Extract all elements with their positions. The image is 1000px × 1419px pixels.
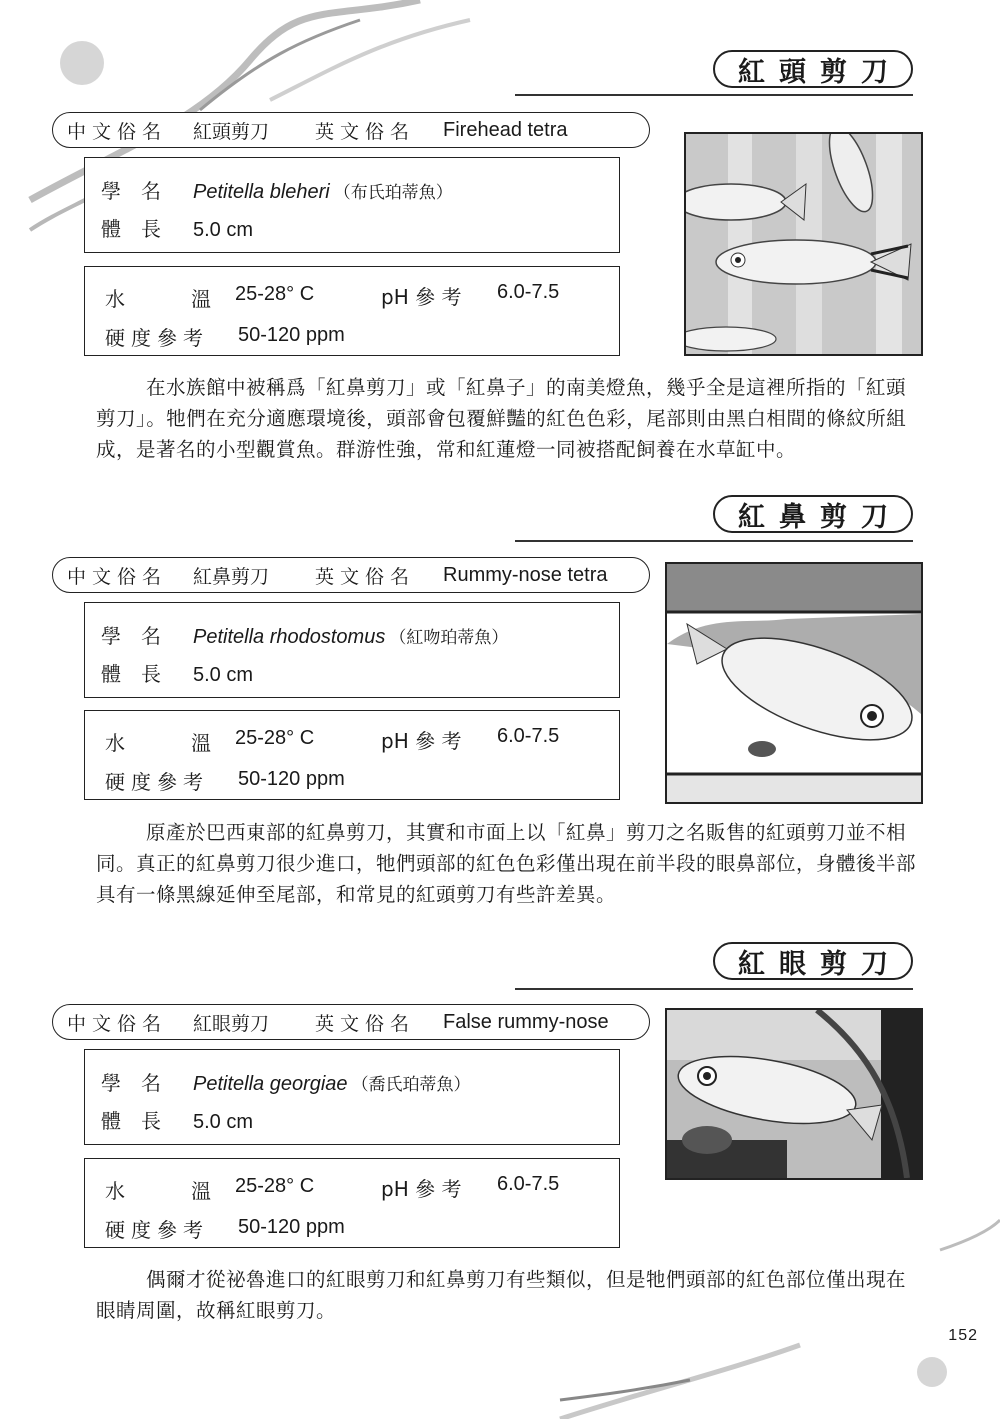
species-title: 紅鼻剪刀 (713, 495, 913, 533)
hardness-value: 50-120 ppm (238, 1216, 345, 1238)
species-description: 偶爾才從祕魯進口的紅眼剪刀和紅鼻剪刀有些類似，但是牠們頭部的紅色部位僅出現在眼睛周圍，故稱紅眼剪刀。 (96, 1268, 907, 1322)
taxonomy-box (84, 1049, 620, 1145)
temp-label-b: 溫 (191, 731, 211, 755)
zh-name-label: 中文俗名 (67, 1012, 168, 1035)
title-rule (515, 988, 913, 990)
taxonomy-box (84, 602, 620, 698)
en-name-label: 英文俗名 (315, 1012, 416, 1035)
body-length-label: 體 長 (101, 1109, 161, 1133)
ph-label: pH 參 考 (381, 1177, 462, 1201)
zh-name-label: 中文俗名 (67, 120, 168, 143)
temp-label-b: 溫 (191, 287, 211, 311)
hardness-value: 50-120 ppm (238, 768, 345, 790)
scientific-name-label: 學 名 (101, 624, 161, 648)
fish-illustration-rummy-nose (665, 562, 923, 804)
temp-label-a: 水 (105, 731, 125, 755)
temperature-value: 25-28° C (235, 727, 315, 749)
name-bar (52, 112, 650, 148)
temperature-value: 25-28° C (235, 1175, 315, 1197)
species-description: 在水族館中被稱爲「紅鼻剪刀」或「紅鼻子」的南美燈魚，幾乎全是這裡所指的「紅頭剪刀」。牠們在充分適應環境後，頭部會包覆鮮豔的紅色色彩，尾部則由黑白相間的條紋所組成，是著名的小型觀賞魚。群游性強，常和紅蓮燈一同被搭配飼養在水草缸中。 (96, 376, 907, 461)
temp-label-a: 水 (105, 1179, 125, 1203)
name-bar (52, 557, 650, 593)
zh-name-value: 紅眼剪刀 (193, 1012, 270, 1035)
hardness-label: 硬度參考 (105, 326, 209, 350)
temp-label-b: 溫 (191, 1179, 211, 1203)
scientific-name: Petitella bleheri (193, 181, 330, 203)
ph-value: 6.0-7.5 (497, 281, 560, 303)
body-length-label: 體 長 (101, 217, 161, 241)
en-name-value: Firehead tetra (443, 118, 568, 141)
hardness-value: 50-120 ppm (238, 324, 345, 346)
ph-value: 6.0-7.5 (497, 725, 560, 747)
scientific-name-label: 學 名 (101, 1071, 161, 1095)
scientific-name-label: 學 名 (101, 179, 161, 203)
en-name-label: 英文俗名 (315, 120, 416, 143)
native-name: （紅吻珀蒂魚） (389, 628, 509, 648)
species-title: 紅眼剪刀 (713, 942, 913, 980)
title-rule (515, 540, 913, 542)
taxonomy-box (84, 157, 620, 253)
name-bar (52, 1004, 650, 1040)
scientific-name: Petitella rhodostomus (193, 626, 386, 648)
en-name-value: Rummy-nose tetra (443, 563, 608, 586)
title-rule (515, 94, 913, 96)
hardness-label: 硬度參考 (105, 1218, 209, 1242)
fish-illustration-firehead (684, 132, 923, 356)
water-conditions-box (84, 266, 620, 356)
species-description: 原產於巴西東部的紅鼻剪刀，其實和市面上以「紅鼻」剪刀之名販售的紅頭剪刀並不相同。真正的紅鼻剪刀很少進口，牠們頭部的紅色色彩僅出現在前半段的眼鼻部位，身體後半部具有一條黑線延伸至尾部，和常見的紅頭剪刀有些許差異。 (96, 821, 917, 906)
fish-illustration-false-rummy-nose (665, 1008, 923, 1180)
water-conditions-box (84, 1158, 620, 1248)
native-name: （布氏珀蒂魚） (333, 183, 453, 203)
body-length-value: 5.0 cm (193, 664, 254, 686)
en-name-value: False rummy-nose (443, 1010, 609, 1033)
native-name: （喬氏珀蒂魚） (351, 1075, 471, 1095)
ph-label: pH 參 考 (381, 285, 462, 309)
scientific-name: Petitella georgiae (193, 1073, 348, 1095)
page-number: 152 (948, 1327, 978, 1344)
body-length-label: 體 長 (101, 662, 161, 686)
ph-value: 6.0-7.5 (497, 1173, 560, 1195)
ph-label: pH 參 考 (381, 729, 462, 753)
species-title: 紅頭剪刀 (713, 50, 913, 88)
zh-name-value: 紅鼻剪刀 (193, 565, 270, 588)
zh-name-value: 紅頭剪刀 (193, 120, 270, 143)
temp-label-a: 水 (105, 287, 125, 311)
body-length-value: 5.0 cm (193, 219, 254, 241)
en-name-label: 英文俗名 (315, 565, 416, 588)
water-conditions-box (84, 710, 620, 800)
zh-name-label: 中文俗名 (67, 565, 168, 588)
body-length-value: 5.0 cm (193, 1111, 254, 1133)
temperature-value: 25-28° C (235, 283, 315, 305)
hardness-label: 硬度參考 (105, 770, 209, 794)
